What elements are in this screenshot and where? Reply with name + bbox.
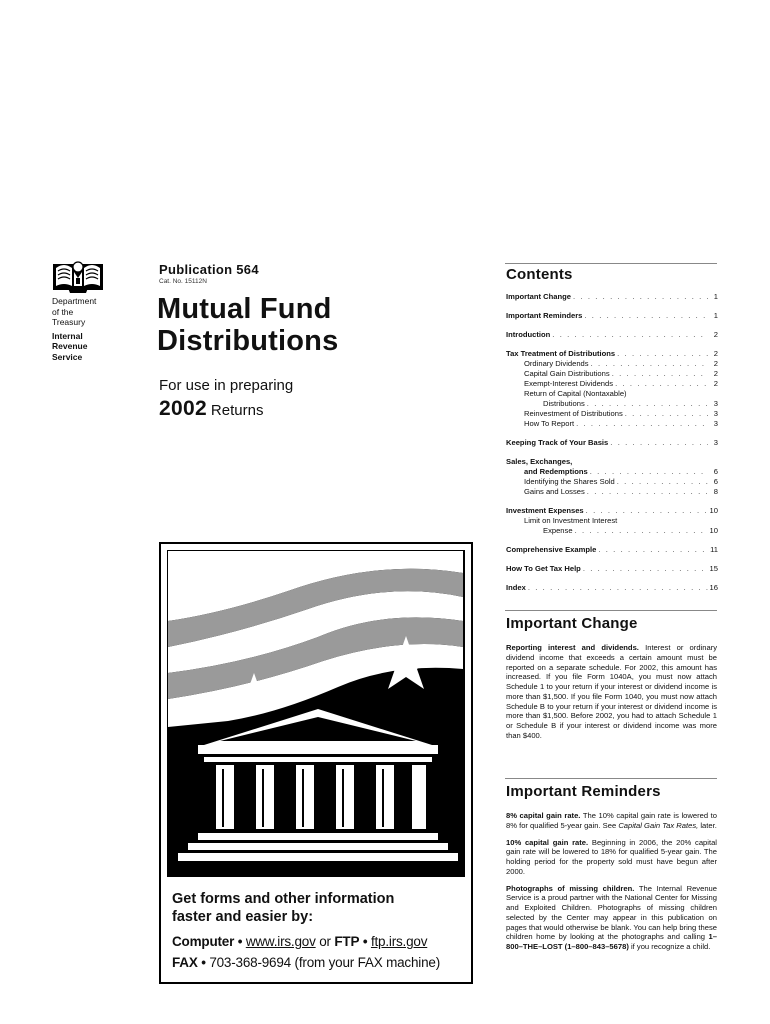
contents-heading: Contents xyxy=(506,266,573,283)
toc-leader-dots xyxy=(583,564,708,574)
toc-gap xyxy=(506,321,718,330)
promo-computer-row xyxy=(172,934,468,949)
toc-leader-dots xyxy=(625,409,708,419)
toc-leader-dots xyxy=(617,349,708,359)
paragraph-text: Interest or ordinary dividend income that exceeds a certain amount must be reported on a separate schedule. For 2002, this amount has increased. If you file Form 1040A, you must now attach Schedule 1 to your return if your interest or dividend income is more than $1,500. If you file Form 1040, you must now attach Schedule B to your return if your interest or dividend income is more than $1,500. Before 2002, you had to attach Schedule 1 or Schedule B if your interest or dividend income was more than $400. xyxy=(506,643,717,740)
toc-page-number: 2 xyxy=(713,359,718,368)
toc-page-number: 6 xyxy=(713,477,718,486)
toc-entry[interactable] xyxy=(506,419,718,429)
use-for-text: For use in preparing xyxy=(159,377,294,394)
section-divider xyxy=(505,263,717,264)
irs-eagle-logo xyxy=(52,258,104,294)
toc-page-number: 10 xyxy=(709,526,718,535)
toc-entry-label: Identifying the Shares Sold xyxy=(524,477,615,486)
toc-gap xyxy=(506,429,718,438)
toc-page-number: 8 xyxy=(713,487,718,496)
toc-entry[interactable] xyxy=(506,457,718,467)
title-line: Distributions xyxy=(157,325,339,357)
toc-leader-dots xyxy=(617,477,708,487)
important-change-paragraph xyxy=(506,643,717,741)
toc-leader-dots xyxy=(575,526,708,536)
toc-leader-dots xyxy=(590,467,708,477)
promo-heading xyxy=(172,890,468,926)
toc-entry[interactable] xyxy=(506,467,718,477)
catalog-number: Cat. No. 15112N xyxy=(159,278,207,285)
toc-entry-label: Reinvestment of Distributions xyxy=(524,409,623,418)
table-of-contents xyxy=(506,292,718,593)
toc-page-number: 3 xyxy=(713,409,718,418)
toc-leader-dots xyxy=(586,506,708,516)
toc-gap xyxy=(506,536,718,545)
toc-leader-dots xyxy=(573,292,708,302)
toc-leader-dots xyxy=(612,369,708,379)
paragraph-tail: later. xyxy=(700,820,717,830)
toc-leader-dots xyxy=(598,545,708,555)
toc-page-number: 11 xyxy=(710,545,718,554)
toc-entry-label: and Redemptions xyxy=(524,467,588,476)
toc-entry-label: Gains and Losses xyxy=(524,487,585,496)
run-in-heading: 8% capital gain rate. xyxy=(506,811,581,820)
toc-leader-dots xyxy=(576,419,708,429)
toc-entry[interactable] xyxy=(506,545,718,555)
important-change-body xyxy=(506,643,717,748)
toc-leader-dots xyxy=(584,311,708,321)
toc-entry-label: Exempt-Interest Dividends xyxy=(524,379,614,388)
paragraph-text: The 10% capital gain rate is lowered to 8% for qualified 5-year gain. See xyxy=(506,811,718,830)
toc-page-number: 1 xyxy=(713,311,718,320)
toc-entry[interactable] xyxy=(506,409,718,419)
toc-entry[interactable] xyxy=(506,359,718,369)
ftp-label: FTP xyxy=(334,934,360,949)
paragraph-text: The Internal Revenue Service is a proud partner with the National Center for Missing and Exploited Children. Photographs of missing children selected by the Center may appear in this publication on pages that would otherwise be blank. You can help bring these children home by looking at the photographs and calling xyxy=(506,883,717,942)
irs-line: Service xyxy=(52,351,83,362)
important-reminders-heading: Important Reminders xyxy=(506,783,661,800)
toc-gap xyxy=(506,497,718,506)
promo-heading-line: faster and easier by: xyxy=(172,909,314,925)
toc-entry[interactable] xyxy=(506,583,718,593)
toc-entry[interactable] xyxy=(506,330,718,340)
get-forms-promo xyxy=(172,890,468,970)
irs-label xyxy=(52,331,122,363)
toc-entry[interactable] xyxy=(506,487,718,497)
toc-entry[interactable] xyxy=(506,438,718,448)
toc-entry-label: Distributions xyxy=(543,399,585,408)
toc-entry-label: Keeping Track of Your Basis xyxy=(506,438,609,447)
toc-page-number: 10 xyxy=(709,506,718,515)
toc-leader-dots xyxy=(587,487,708,497)
irs-ftp-link[interactable]: ftp.irs.gov xyxy=(370,934,428,949)
department-line: Department xyxy=(52,296,97,306)
run-in-heading: 10% capital gain rate. xyxy=(506,837,589,847)
toc-entry-label: Comprehensive Example xyxy=(506,545,597,554)
toc-page-number: 6 xyxy=(713,467,718,476)
toc-entry-label: Introduction xyxy=(506,330,551,339)
toc-page-number: 3 xyxy=(713,419,718,428)
fax-note: (from your FAX machine) xyxy=(294,955,440,970)
toc-entry-label: Sales, Exchanges, xyxy=(506,457,573,466)
toc-entry[interactable] xyxy=(506,506,718,516)
toc-entry[interactable] xyxy=(506,516,718,526)
bullet: • xyxy=(362,934,368,949)
section-divider xyxy=(505,610,717,611)
toc-leader-dots xyxy=(615,379,708,389)
bullet: • xyxy=(201,955,206,970)
toc-page-number: 15 xyxy=(709,564,718,573)
toc-page-number: 16 xyxy=(709,583,718,592)
hotline-number: 1–800–THE–LOST (1–800–843–5678) xyxy=(506,932,717,951)
toc-leader-dots xyxy=(591,359,708,369)
toc-entry-label: Important Change xyxy=(506,292,571,301)
toc-entry-label: How To Get Tax Help xyxy=(506,564,581,573)
toc-entry[interactable] xyxy=(506,349,718,359)
toc-page-number: 3 xyxy=(713,399,718,408)
cross-reference: Capital Gain Tax Rates, xyxy=(618,820,699,830)
returns-label: Returns xyxy=(210,402,264,419)
run-in-heading: Photographs of missing children. xyxy=(506,883,635,893)
toc-entry-label: Expense xyxy=(543,526,573,535)
department-line: Treasury xyxy=(52,317,86,327)
toc-entry[interactable] xyxy=(506,292,718,302)
toc-entry[interactable] xyxy=(506,526,718,536)
toc-entry[interactable] xyxy=(506,379,718,389)
toc-page-number: 2 xyxy=(713,349,718,358)
important-change-heading: Important Change xyxy=(506,615,638,632)
tax-year-line xyxy=(159,397,263,421)
department-line: of the xyxy=(52,306,74,317)
or-text: or xyxy=(319,934,331,949)
toc-gap xyxy=(506,555,718,564)
toc-entry[interactable] xyxy=(506,477,718,487)
publication-number: Publication 564 xyxy=(159,262,259,277)
toc-entry-label: Important Reminders xyxy=(506,311,583,320)
section-divider xyxy=(505,778,717,779)
toc-page-number: 2 xyxy=(713,379,718,388)
toc-page-number: 1 xyxy=(713,292,718,301)
toc-entry-label: How To Report xyxy=(524,419,575,428)
reminder-paragraph xyxy=(506,838,717,877)
irs-line: Revenue xyxy=(52,341,88,351)
toc-entry-label: Index xyxy=(506,583,526,592)
toc-entry-label: Limit on Investment Interest xyxy=(524,516,618,525)
fax-number: 703-368-9694 xyxy=(209,955,291,970)
bullet: • xyxy=(237,934,243,949)
toc-entry[interactable] xyxy=(506,399,718,409)
toc-entry-label: Investment Expenses xyxy=(506,506,584,515)
toc-gap xyxy=(506,302,718,311)
department-label xyxy=(52,296,122,328)
toc-entry-label: Tax Treatment of Distributions xyxy=(506,349,616,358)
title-line: Mutual Fund xyxy=(157,293,332,325)
toc-page-number: 3 xyxy=(713,438,718,447)
cover-illustration xyxy=(167,550,465,877)
paragraph-tail: if you recognize a child. xyxy=(630,942,711,951)
toc-leader-dots xyxy=(610,438,708,448)
paragraph-text: Beginning in 2006, the 20% capital gain rate will be lowered to 18% for qualified 5-year gain. The holding period for the property sold must have begun after 2000. xyxy=(506,837,717,876)
toc-leader-dots xyxy=(587,399,708,409)
toc-entry-label: Capital Gain Distributions xyxy=(524,369,610,378)
toc-entry[interactable] xyxy=(506,311,718,321)
page-title xyxy=(157,293,338,357)
run-in-heading: Reporting interest and dividends. xyxy=(506,643,639,652)
toc-leader-dots xyxy=(528,583,708,593)
fax-label: FAX xyxy=(172,955,198,970)
toc-entry-label: Return of Capital (Nontaxable) xyxy=(524,389,627,398)
toc-gap xyxy=(506,448,718,457)
toc-gap xyxy=(506,574,718,583)
computer-label: Computer xyxy=(172,934,235,949)
toc-gap xyxy=(506,340,718,349)
toc-leader-dots xyxy=(552,330,708,340)
toc-entry[interactable] xyxy=(506,564,718,574)
toc-page-number: 2 xyxy=(713,330,718,339)
tax-year: 2002 xyxy=(159,397,207,420)
promo-fax-row xyxy=(172,955,468,970)
irs-website-link[interactable]: www.irs.gov xyxy=(245,934,316,949)
agency-name xyxy=(52,296,122,362)
reminder-paragraph xyxy=(506,884,717,952)
toc-entry-label: Ordinary Dividends xyxy=(524,359,589,368)
irs-line: Internal xyxy=(52,330,83,341)
toc-entry[interactable] xyxy=(506,389,718,399)
important-reminders-body xyxy=(506,811,717,959)
promo-heading-line: Get forms and other information xyxy=(172,891,395,907)
reminder-paragraph xyxy=(506,811,717,831)
toc-page-number: 2 xyxy=(713,369,718,378)
toc-entry[interactable] xyxy=(506,369,718,379)
